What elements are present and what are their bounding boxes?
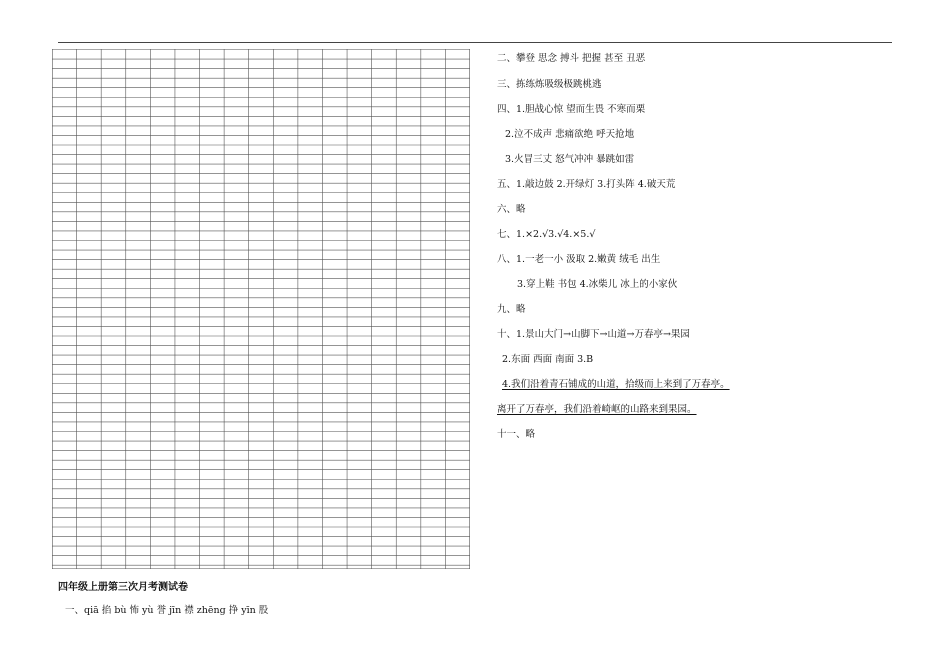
answer-10-4: 离开了万春亭，我们沿着崎岖的山路来到果园。 [497,404,697,415]
writing-grid-lines [52,49,470,569]
answer-6: 六、略 [497,204,526,215]
answer-8-1: 八、1.一老一小 汲取 2.嫩黄 绒毛 出生 [497,254,661,265]
answer-10-1: 十、1.景山大门→山脚下→山道→万春亭→果园 [497,329,690,340]
writing-grid [52,49,470,569]
answer-4-1: 四、1.胆战心惊 望而生畏 不寒而栗 [497,104,646,115]
answer-4-3: 3.火冒三丈 怒气冲冲 暴跳如雷 [505,154,635,165]
answer-9: 九、略 [497,304,526,315]
paper-title: 四年级上册第三次月考测试卷 [58,582,188,593]
answer-7: 七、1.×2.√3.√4.×5.√ [497,229,596,240]
answer-2: 二、攀登 思念 搏斗 把握 甚至 丑恶 [497,53,646,64]
answer-4-2: 2.泣不成声 悲痛欲绝 呼天抢地 [505,129,635,140]
header-rule [58,42,892,43]
answer-10-3: 4.我们沿着青石铺成的山道，拾级而上来到了万春亭。 [502,379,730,390]
answer-3: 三、拣练炼吸级极跳桃逃 [497,79,602,90]
answer-8-2: 3.穿上鞋 书包 4.冰柴儿 冰上的小家伙 [517,279,678,290]
answer-5: 五、1.敲边鼓 2.开绿灯 3.打头阵 4.破天荒 [497,179,676,190]
question-1: 一、qiā 掐 bù 怖 yù 誉 jīn 襟 zhēng 挣 yīn 股 [65,605,269,616]
answer-11: 十一、略 [497,429,536,440]
answer-10-2: 2.东面 西面 南面 3.B [502,354,594,365]
